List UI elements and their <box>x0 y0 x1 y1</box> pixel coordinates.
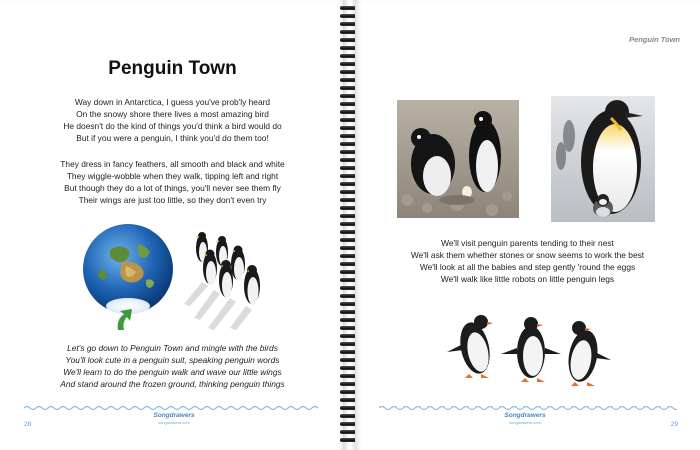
stanza-3 <box>355 237 700 285</box>
left-page <box>0 0 345 450</box>
running-header: Penguin Town <box>629 35 680 44</box>
logo-subtext: songdrawers.com <box>509 420 541 425</box>
penguin-group-illustration <box>182 228 270 332</box>
page-title: Penguin Town <box>108 58 237 79</box>
logo-text: Songdrawers <box>504 412 546 419</box>
verse-line: Let's go down to Penguin Town and mingle with the birds <box>67 343 278 353</box>
verse-line: And stand around the frozen ground, thinking penguin things <box>60 379 285 389</box>
verse-line: He doesn't do the kind of things you'd think a bird would do <box>63 121 282 131</box>
verse-line: Their wings are just too little, so they don't even try <box>78 195 267 205</box>
chorus <box>0 342 345 390</box>
verse-line: You'll look cute in a penguin suit, speaking penguin words <box>65 355 280 365</box>
stanza-2 <box>0 158 345 206</box>
wave-divider <box>379 404 677 412</box>
verse-line: They wiggle-wobble when they walk, tipping left and right <box>66 171 279 181</box>
publisher-logo <box>148 412 200 430</box>
publisher-logo <box>499 412 551 430</box>
verse-line: They dress in fancy feathers, all smooth and black and white <box>60 159 285 169</box>
logo-subtext: songdrawers.com <box>158 420 190 425</box>
photo-emperor-penguin-with-chick <box>551 96 655 222</box>
right-page <box>355 0 700 450</box>
verse-line: We'll walk like little robots on little penguin legs <box>440 274 615 284</box>
page-number: 29 <box>670 421 678 428</box>
verse-line: We'll look at all the babies and step gently 'round the eggs <box>419 262 636 272</box>
globe-illustration <box>78 222 178 334</box>
verse-line: We'll ask them whether stones or snow seems to work the best <box>410 250 645 260</box>
verse-line: But if you were a penguin, I think you'd do them too! <box>76 133 269 143</box>
verse-line: But though they do a lot of things, you'll never see them fly <box>64 183 281 193</box>
page-number: 28 <box>24 421 32 428</box>
wave-divider <box>24 404 322 412</box>
verse-line: Way down in Antarctica, I guess you've prob'ly heard <box>74 97 271 107</box>
logo-text: Songdrawers <box>153 412 195 419</box>
photo-penguins-walking <box>445 308 613 392</box>
verse-line: We'll visit penguin parents tending to their nest <box>441 238 614 248</box>
photo-penguin-parents-with-egg <box>397 100 519 218</box>
stanza-1 <box>0 96 345 144</box>
verse-line: On the snowy shore there lives a most amazing bird <box>76 109 269 119</box>
verse-line: We'll learn to do the penguin walk and wave our little wings <box>63 367 282 377</box>
